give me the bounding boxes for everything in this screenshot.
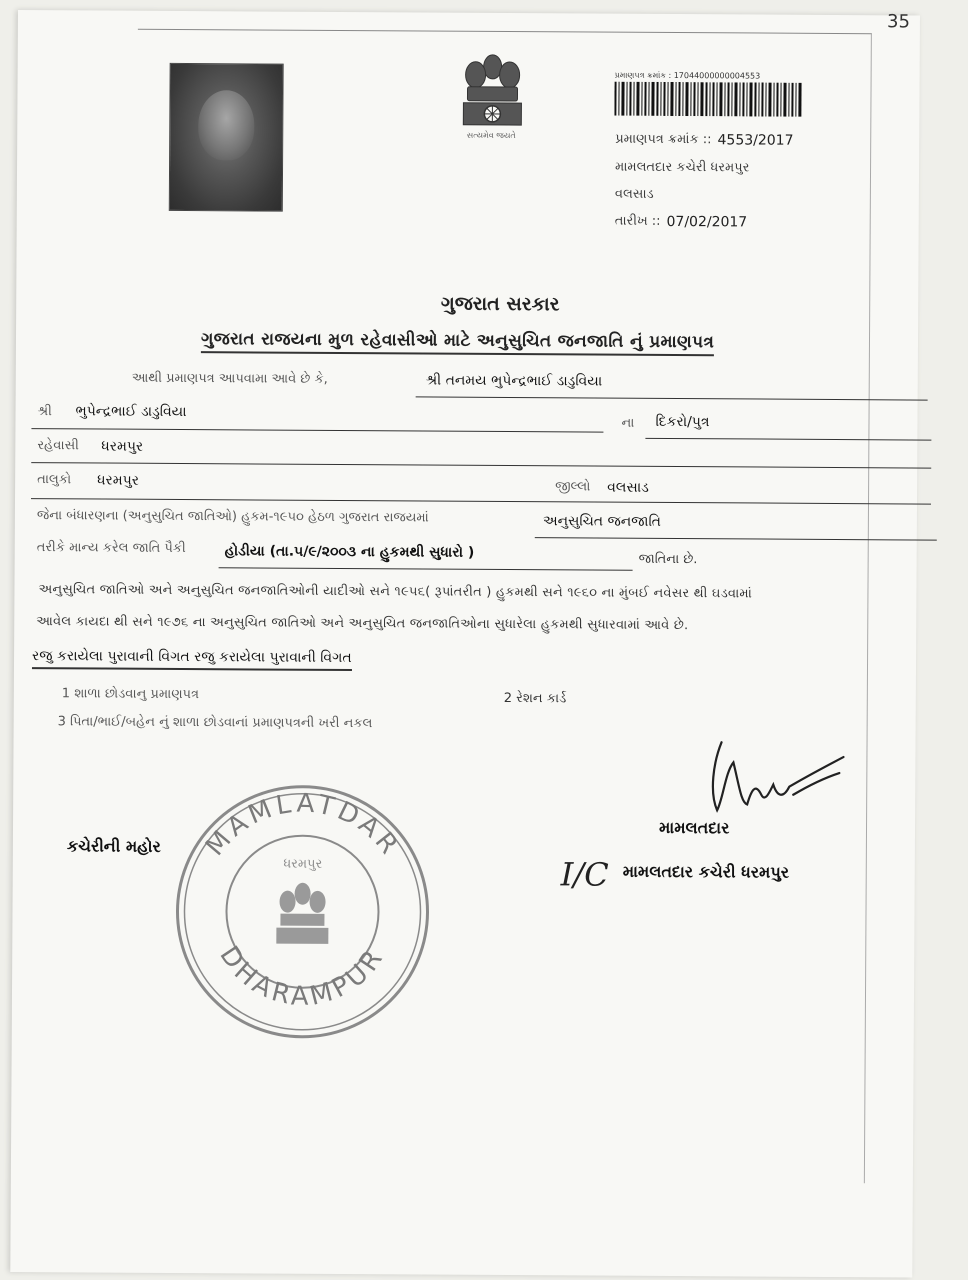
- resident-label: રહેવાસી: [37, 438, 79, 454]
- holder-name: શ્રી તનમય ભુપેન્દ્રભાઈ ડાડુવિયા: [425, 372, 603, 390]
- of-label: ના: [621, 415, 635, 431]
- issuing-office: મામલતદાર કચેરી ધરમપુર: [615, 159, 750, 176]
- mamlatdar-signature: [703, 732, 854, 823]
- evidence-item-2: 2 રેશન કાર્ડ: [503, 690, 567, 707]
- applicant-photo: [169, 63, 284, 212]
- father-label: શ્રી: [37, 404, 52, 420]
- emblem-motto: સત્યમેવ જયતે: [466, 130, 516, 141]
- district-value: વલસાડ: [607, 479, 649, 496]
- order-text: જેના બંધારણના (અનુસુચિત જાતિઓ) હુકમ-૧૯૫૦ હેઠળ ગુજરાત રાજયમાં: [36, 508, 429, 526]
- ic-mark: [559, 849, 623, 895]
- government-title: ગુજરાત સરકાર: [440, 292, 560, 316]
- seal-bottom-text: DHARAMPUR: [213, 940, 391, 1012]
- border-right: [864, 33, 872, 1183]
- certificate-number: પ્રમાણપત્ર ક્રમાંક :: 4553/2017: [615, 131, 794, 149]
- district-label: જીલ્લો: [555, 479, 591, 495]
- evidence-heading: રજુ કરાયેલા પુરાવાની વિગત રજુ કરાયેલા પુરાવાની વિગત: [32, 648, 352, 671]
- office-seal-label: કચેરીની મહોર: [66, 836, 161, 856]
- signing-office: મામલતદાર કચેરી ધરમપુર: [622, 861, 790, 882]
- father-name: ભુપેન્દ્રભાઈ ડાડુવિયા: [75, 403, 187, 421]
- evidence-item-1: 1 શાળા છોડવાનુ પ્રમાણપત્ર: [61, 686, 200, 703]
- svg-text:I/C: I/C: [560, 855, 609, 894]
- caste-suffix: જાતિના છે.: [638, 551, 698, 568]
- notice-line-1: અનુસુચિત જાતિઓ અને અનુસુચિત જનજાતિઓની યાદીઓ સને ૧૯૫૬( રૂપાંતરીત ) હુકમથી સને ૧૯૬૦ ના મુંબઈ નવેસર થી ઘડવામાં: [38, 582, 753, 602]
- mamlatdar-seal: [172, 781, 434, 1043]
- seal-inner-text: ધરમપુર: [283, 856, 323, 872]
- barcode-label: પ્રમાણપત્ર ક્રમાંક : 17044000000004553: [614, 70, 761, 81]
- taluka-label: તાલુકો: [37, 472, 72, 488]
- intro-label: આથી પ્રમાણપત્ર આપવામા આવે છે કે,: [131, 370, 328, 387]
- seal-top-text: MAMLATDAR: [200, 788, 406, 863]
- svg-text:MAMLATDAR: [200, 788, 406, 863]
- taluka-value: ધરમપુર: [97, 472, 140, 489]
- notice-line-2: આવેલ કાયદા થી સને ૧૯૭૬ ના અનુસુચિત જાતિઓ અને અનુસુચિત જનજાતિઓના સુધારેલા હુકમથી સુધારવામાં આવે છે.: [36, 614, 689, 634]
- barcode: [614, 82, 802, 117]
- page-number: 35: [886, 11, 911, 33]
- evidence-item-3: 3 પિતા/ભાઈ/બહેન નું શાળા છોડવાનાં પ્રમાણપત્રની ખરી નકલ: [57, 714, 373, 732]
- issuing-district: વલસાડ: [614, 186, 654, 202]
- caste-value: હોડીયા (તા.૫/૯/૨૦૦૩ ના હુકમથી સુધારો ): [224, 543, 475, 561]
- border-top: [138, 29, 872, 34]
- relation: દિકરો/પુત્ર: [655, 413, 710, 431]
- resident-value: ધરમપુર: [101, 438, 144, 455]
- svg-text:DHARAMPUR: [213, 941, 391, 1013]
- certificate-title: ગુજરાત રાજયના મુળ રહેવાસીઓ માટે અનુસુચિત જનજાતિ નું પ્રમાણપત્ર: [201, 329, 714, 356]
- category-value: અનુસુચિત જનજાતિ: [542, 513, 661, 530]
- recognized-label: તરીકે માન્ય કરેલ જાતિ પૈકી: [36, 540, 186, 557]
- certificate-page: [10, 10, 920, 1277]
- issue-date: તારીખ :: 07/02/2017: [614, 213, 748, 231]
- designation: મામલતદાર: [658, 817, 730, 838]
